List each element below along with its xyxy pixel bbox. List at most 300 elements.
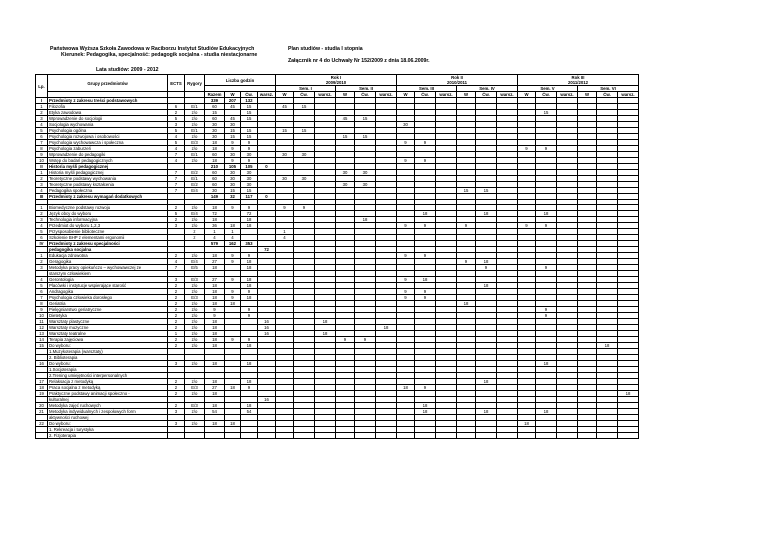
subject-cell: Praktyczne podstawy animacji społeczno -: [48, 391, 168, 397]
sem-header-warsz: warsz.: [557, 92, 578, 98]
table-cell: 2: [168, 385, 185, 391]
header-ects: ECTS: [168, 75, 185, 92]
table-cell: 2: [36, 259, 48, 265]
header-sem-6: Sem. VI: [578, 86, 639, 92]
table-cell: 9: [241, 289, 258, 295]
table-cell: 2: [168, 110, 185, 116]
table-cell: 9: [241, 253, 258, 259]
table-cell: 30: [241, 176, 258, 182]
table-cell: E/1: [185, 128, 205, 134]
table-cell: 30: [225, 176, 241, 182]
table-cell: z/o: [185, 253, 205, 259]
rok-1-years: 2009/2010: [325, 80, 347, 85]
subject-cell: Praca socjalna z metodyką: [48, 385, 168, 391]
table-cell: 30: [355, 170, 376, 176]
attachment-note: Załącznik nr 4 do Uchwały Nr 152/2009 z dnia 18.06.2009r.: [288, 58, 430, 64]
table-cell: 9: [241, 385, 258, 391]
table-cell: 9: [397, 223, 415, 229]
table-cell: 2: [168, 253, 185, 259]
header-sem-1: Sem. I: [276, 86, 336, 92]
subject-cell: Metodyka pracy opiekuńczo – wychowawczej ze: [48, 265, 168, 271]
table-cell: E/3: [185, 295, 205, 301]
table-cell: 18: [205, 319, 225, 325]
table-cell: 7: [168, 182, 185, 188]
table-cell: 15: [241, 188, 258, 194]
table-cell: 30: [336, 170, 355, 176]
table-cell: 9: [36, 307, 48, 313]
subject-cell: Gerągogika: [48, 259, 168, 265]
table-cell: [497, 433, 518, 439]
table-cell: 2: [36, 211, 48, 217]
table-cell: 3: [168, 223, 185, 229]
table-cell: 2: [168, 289, 185, 295]
table-cell: 2: [36, 176, 48, 182]
table-cell: E/4: [185, 211, 205, 217]
subject-cell: 1. Rekreacja i turystyka: [48, 427, 168, 433]
table-cell: 18: [618, 391, 639, 397]
table-cell: 9: [225, 158, 241, 164]
table-cell: 16: [258, 397, 276, 403]
header-cw: Ćw.: [241, 92, 258, 98]
table-cell: 9: [536, 146, 557, 152]
table-cell: 3: [36, 217, 48, 223]
table-cell: 60: [205, 104, 225, 110]
table-cell: 18: [397, 385, 415, 391]
table-cell: 18: [205, 253, 225, 259]
subject-cell: Do wyboru:: [48, 343, 168, 349]
table-cell: 9: [36, 152, 48, 158]
subject-cell: Przysposobienie biblioteczne: [48, 229, 168, 235]
table-cell: z/o: [185, 409, 205, 415]
table-cell: 14: [36, 337, 48, 343]
table-cell: 4: [168, 158, 185, 164]
table-cell: E/3: [185, 385, 205, 391]
table-cell: [36, 433, 48, 439]
table-cell: 18: [205, 283, 225, 289]
table-cell: 2: [168, 325, 185, 331]
plan-title: Plan studiów - studia I stopnia: [288, 46, 363, 52]
table-cell: 60: [205, 152, 225, 158]
table-cell: 1: [36, 253, 48, 259]
table-cell: 18: [536, 361, 557, 367]
header-sem-3: Sem. III: [397, 86, 457, 92]
table-cell: 9: [397, 289, 415, 295]
table-cell: [536, 433, 557, 439]
header-rok-1: [276, 75, 397, 86]
table-cell: 45: [336, 116, 355, 122]
table-cell: 54: [205, 409, 225, 415]
header-razem: Razem: [205, 92, 225, 98]
table-cell: 18: [241, 343, 258, 349]
subject-cell: Terapia zajęciowa: [48, 337, 168, 343]
subject-cell: Warsztaty muzyczne: [48, 325, 168, 331]
header-institution: Państwowa Wyższa Szkoła Zawodowa w Raciborzu Instytut Studiów Edukacyjnych: [50, 46, 255, 52]
table-cell: 9: [536, 307, 557, 313]
sem-header-w: W: [578, 92, 597, 98]
table-cell: z: [185, 229, 205, 235]
sem-header-cw: Ćw.: [415, 92, 436, 98]
table-cell: 18: [355, 217, 376, 223]
table-cell: 18: [518, 421, 536, 427]
subject-cell: Technologia informacyjna: [48, 217, 168, 223]
table-cell: 2: [168, 313, 185, 319]
table-cell: 9: [415, 253, 436, 259]
table-cell: 9: [415, 385, 436, 391]
table-cell: 9: [241, 140, 258, 146]
table-cell: 9: [415, 140, 436, 146]
table-cell: z/o: [185, 283, 205, 289]
table-cell: 1: [168, 331, 185, 337]
table-cell: 30: [294, 152, 315, 158]
subject-cell: Warsztaty teatralne: [48, 331, 168, 337]
table-cell: z/o: [185, 122, 205, 128]
table-cell: 2: [168, 379, 185, 385]
table-cell: 18: [205, 379, 225, 385]
subject-cell: 2. Fizjoterapia: [48, 433, 168, 439]
table-cell: E/3: [185, 403, 205, 409]
table-cell: 72: [258, 247, 276, 253]
table-cell: 7: [36, 140, 48, 146]
table-cell: 4: [276, 235, 294, 241]
table-cell: 30: [225, 182, 241, 188]
table-cell: 9: [536, 223, 557, 229]
table-cell: 7: [168, 188, 185, 194]
sem-header-cw: Ćw.: [536, 92, 557, 98]
subject-cell: Metodyka zajęć ruchowych: [48, 403, 168, 409]
table-cell: z/o: [185, 146, 205, 152]
study-years: Lata studiów: 2009 - 2012: [96, 67, 159, 73]
table-cell: [436, 433, 457, 439]
table-cell: 5: [36, 128, 48, 134]
table-cell: 6: [168, 104, 185, 110]
table-cell: z/o: [185, 217, 205, 223]
table-cell: 9: [415, 289, 436, 295]
table-cell: 5: [168, 211, 185, 217]
table-cell: 9: [225, 289, 241, 295]
table-cell: 18: [241, 379, 258, 385]
table-cell: 18: [205, 325, 225, 331]
table-cell: 18: [241, 265, 258, 271]
table-cell: [457, 433, 476, 439]
table-cell: 3: [36, 182, 48, 188]
table-cell: z/o: [185, 319, 205, 325]
table-cell: E/3: [185, 277, 205, 283]
table-cell: 9: [225, 146, 241, 152]
table-cell: 1: [36, 104, 48, 110]
table-cell: 15: [241, 104, 258, 110]
table-cell: 9: [457, 259, 476, 265]
table-cell: 18: [415, 409, 436, 415]
table-cell: 13: [36, 331, 48, 337]
table-cell: 15: [241, 116, 258, 122]
table-cell: 4: [205, 235, 225, 241]
table-cell: 18: [241, 217, 258, 223]
table-cell: 18: [241, 277, 258, 283]
table-cell: 2: [168, 295, 185, 301]
table-cell: [578, 433, 597, 439]
table-cell: 4: [168, 134, 185, 140]
table-cell: 18: [36, 385, 48, 391]
table-cell: 16: [36, 361, 48, 367]
table-cell: 3: [168, 277, 185, 283]
table-cell: 10: [36, 313, 48, 319]
table-cell: 9: [415, 158, 436, 164]
table-cell: 15: [36, 343, 48, 349]
table-cell: 15: [355, 134, 376, 140]
table-cell: [336, 433, 355, 439]
table-cell: E/4: [185, 188, 205, 194]
table-cell: 45: [276, 104, 294, 110]
subject-cell: Relaksacja z metodyką: [48, 379, 168, 385]
table-cell: 18: [205, 403, 225, 409]
table-cell: [168, 433, 185, 439]
table-cell: 45: [225, 116, 241, 122]
table-cell: 9: [397, 277, 415, 283]
table-cell: 9: [225, 259, 241, 265]
table-cell: 18: [476, 211, 497, 217]
subject-cell: Psychologia wychowawcza i społeczna: [48, 140, 168, 146]
table-cell: 15: [225, 188, 241, 194]
header-specialization: Kierunek: Pedagogika, specjalność: pedagogik socjalna - studia niestacjonarne: [61, 52, 258, 58]
table-cell: 149: [205, 194, 225, 200]
table-cell: 15: [225, 128, 241, 134]
sem-header-warsz: warsz.: [315, 92, 336, 98]
table-cell: [185, 433, 205, 439]
table-cell: 9: [476, 265, 497, 271]
table-cell: 9: [276, 205, 294, 211]
table-cell: 27: [205, 259, 225, 265]
sem-header-warsz: warsz.: [497, 92, 518, 98]
table-cell: z/o: [185, 343, 205, 349]
table-cell: 18: [205, 205, 225, 211]
subject-cell: Geriatria: [48, 301, 168, 307]
table-cell: 18: [315, 319, 336, 325]
table-cell: 18: [205, 301, 225, 307]
table-cell: z/o: [185, 331, 205, 337]
table-cell: 2: [168, 337, 185, 343]
sem-header-w: W: [336, 92, 355, 98]
subject-cell: Przedmioty z zakresu specjalności: [48, 241, 168, 247]
table-cell: 15: [225, 134, 241, 140]
subject-cell: 2. Biblioterapia: [48, 355, 168, 361]
table-cell: 15: [536, 110, 557, 116]
table-cell: 2: [36, 110, 48, 116]
subject-cell: Do wyboru:: [48, 421, 168, 427]
table-cell: 15: [336, 134, 355, 140]
sem-header-cw: Ćw.: [597, 92, 618, 98]
rok-3-years: 2011/2012: [567, 80, 589, 85]
table-cell: z/o: [185, 379, 205, 385]
table-cell: 2: [168, 391, 185, 397]
header-sem-4: Sem. IV: [457, 86, 518, 92]
table-cell: 11: [36, 319, 48, 325]
table-cell: 162: [225, 241, 241, 247]
subject-cell: Wprowadzenie do socjologii: [48, 116, 168, 122]
table-cell: 18: [205, 217, 225, 223]
header-rok-2: [397, 75, 518, 86]
table-cell: 4: [225, 235, 241, 241]
table-cell: 9: [241, 205, 258, 211]
table-cell: E/1: [185, 176, 205, 182]
table-cell: z/o: [185, 116, 205, 122]
table-cell: 30: [205, 188, 225, 194]
table-cell: [618, 433, 639, 439]
table-cell: 18: [476, 409, 497, 415]
table-cell: 18: [476, 379, 497, 385]
table-cell: 9: [225, 140, 241, 146]
table-cell: 18: [536, 409, 557, 415]
table-cell: z/o: [185, 158, 205, 164]
table-cell: 18: [415, 403, 436, 409]
subject-cell: Przedmiot do wyboru 1,2,3: [48, 223, 168, 229]
table-cell: z/o: [185, 313, 205, 319]
table-cell: 30: [241, 170, 258, 176]
table-cell: 22: [36, 421, 48, 427]
sem-header-w: W: [276, 92, 294, 98]
table-cell: II: [36, 164, 48, 170]
subject-cell: Socjologia wychowania: [48, 122, 168, 128]
table-cell: 30: [336, 182, 355, 188]
subject-cell: kulturalnej: [48, 397, 168, 403]
table-cell: 18: [205, 337, 225, 343]
table-cell: [355, 433, 376, 439]
table-cell: 72: [241, 211, 258, 217]
table-cell: 9: [518, 223, 536, 229]
table-cell: 9: [397, 158, 415, 164]
table-cell: 18: [205, 146, 225, 152]
table-cell: [376, 433, 397, 439]
table-cell: 18: [476, 283, 497, 289]
sem-header-w: W: [518, 92, 536, 98]
table-cell: 5: [36, 283, 48, 289]
table-cell: [557, 433, 578, 439]
header-grupy: Grupy przedmiotów: [48, 75, 168, 92]
subject-cell: starszym człowiekiem: [48, 271, 168, 277]
table-cell: 7: [168, 176, 185, 182]
subject-cell: Język obcy do wyboru: [48, 211, 168, 217]
subject-cell: 1.Muzykoterapia (warsztaty): [48, 349, 168, 355]
subject-cell: Metodyka indywidualnych i zespołowych form: [48, 409, 168, 415]
rok-3-label: Rok III: [571, 75, 585, 80]
table-cell: 15: [241, 128, 258, 134]
sem-header-warsz: warsz.: [436, 92, 457, 98]
header-w: W: [225, 92, 241, 98]
subject-cell: Edukacja zdrowotna: [48, 253, 168, 259]
table-cell: z/o: [185, 110, 205, 116]
subject-cell: Andragogika: [48, 289, 168, 295]
table-cell: 9: [241, 337, 258, 343]
table-cell: 18: [241, 361, 258, 367]
table-cell: 18: [205, 421, 225, 427]
subject-cell: Teoretyczne podstawy wychowania: [48, 176, 168, 182]
table-cell: 15: [205, 110, 225, 116]
sem-header-cw: Ćw.: [294, 92, 315, 98]
table-cell: 17: [36, 379, 48, 385]
table-cell: 30: [225, 122, 241, 128]
table-cell: 7: [36, 295, 48, 301]
table-cell: [415, 433, 436, 439]
table-cell: 105: [225, 164, 241, 170]
table-cell: 5: [36, 229, 48, 235]
table-cell: 9: [225, 337, 241, 343]
table-cell: 2: [168, 283, 185, 289]
table-cell: 4: [168, 259, 185, 265]
table-cell: E/3: [185, 140, 205, 146]
table-cell: 30: [355, 182, 376, 188]
table-cell: 9: [457, 223, 476, 229]
table-cell: 15: [276, 128, 294, 134]
table-cell: 0: [258, 164, 276, 170]
table-cell: z/o: [185, 301, 205, 307]
table-cell: 9: [225, 295, 241, 301]
table-cell: 210: [205, 164, 225, 170]
table-cell: 9: [518, 146, 536, 152]
table-cell: z/o: [185, 223, 205, 229]
table-cell: 5: [168, 116, 185, 122]
table-cell: 21: [36, 409, 48, 415]
table-cell: 27: [205, 277, 225, 283]
subject-cell: Pedagogika społeczna: [48, 188, 168, 194]
table-cell: E/1: [185, 152, 205, 158]
table-cell: 105: [241, 164, 258, 170]
table-cell: 30: [294, 176, 315, 182]
table-row: [36, 433, 639, 439]
table-cell: 18: [241, 283, 258, 289]
table-cell: 4: [36, 188, 48, 194]
table-cell: 5: [168, 140, 185, 146]
table-cell: 1: [205, 229, 225, 235]
table-cell: 3: [168, 409, 185, 415]
subject-cell: Filozofia: [48, 104, 168, 110]
table-cell: 18: [315, 331, 336, 337]
table-cell: 2: [168, 301, 185, 307]
table-cell: 9: [225, 277, 241, 283]
table-cell: 30: [205, 122, 225, 128]
table-cell: 9: [536, 265, 557, 271]
subject-cell: Gerontologia: [48, 277, 168, 283]
table-cell: 54: [241, 409, 258, 415]
table-cell: 18: [205, 361, 225, 367]
table-cell: 36: [205, 223, 225, 229]
table-cell: 60: [205, 170, 225, 176]
table-cell: 18: [205, 140, 225, 146]
table-cell: III: [36, 194, 48, 200]
table-cell: 30: [225, 152, 241, 158]
table-cell: [225, 433, 241, 439]
subject-cell: Etyka zawodowa: [48, 110, 168, 116]
table-cell: 2: [168, 307, 185, 313]
rok-1-label: Rok I: [330, 75, 342, 80]
table-cell: z/o: [185, 134, 205, 140]
table-cell: z: [185, 235, 205, 241]
table-cell: 18: [597, 343, 618, 349]
table-cell: 60: [205, 176, 225, 182]
table-cell: z/o: [185, 361, 205, 367]
table-cell: 20: [36, 403, 48, 409]
table-cell: 132: [241, 98, 258, 104]
table-cell: 117: [241, 194, 258, 200]
table-cell: 60: [205, 182, 225, 188]
table-cell: 72: [205, 211, 225, 217]
header-warsz: warsz.: [258, 92, 276, 98]
table-cell: 45: [225, 104, 241, 110]
table-cell: 30: [397, 122, 415, 128]
table-cell: z/o: [185, 325, 205, 331]
table-cell: [241, 433, 258, 439]
table-cell: 3: [168, 361, 185, 367]
table-cell: 18: [225, 223, 241, 229]
table-cell: 18: [225, 421, 241, 427]
